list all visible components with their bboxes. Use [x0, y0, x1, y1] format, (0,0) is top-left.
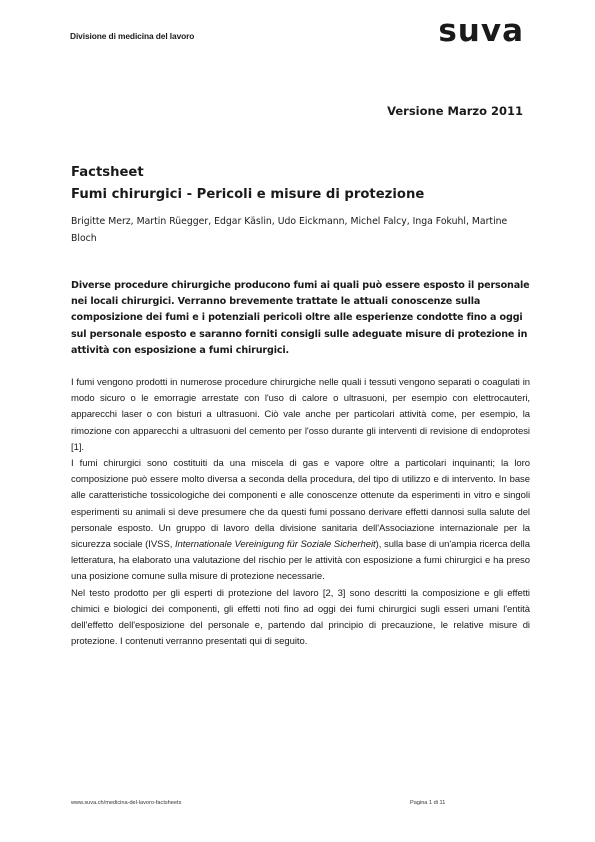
division-label: Divisione di medicina del lavoro [70, 31, 195, 41]
suva-logo: suva [438, 13, 524, 49]
footer-page-number: Pagina 1 di 11 [410, 800, 446, 806]
document-title: Fumi chirurgici - Pericoli e misure di protezione [71, 187, 425, 202]
paragraph-3: Nel testo prodotto per gli esperti di protezione del lavoro [2, 3] sono descritti la composizione e gli effetti chimici e biologici dei componenti, gli effetti noti fino ad oggi dei fumi chirurgici sugli esseri umani l'entità dell'effetto dell'esposizione del personale e, partendo dal principio di precauzione, le relative misure di protezione. I contenuti verranno presentati qui di seguito. [71, 587, 530, 648]
paragraph-2-part-b: ), sulla base di un'ampia ricerca della letteratura, ha elaborato una valutazione del rischio per le attività con esposizione a fumi chirurgici e ha preso una posizione comune sulla misure di protezione necessarie. [71, 539, 530, 583]
version-label: Versione Marzo 2011 [387, 104, 523, 118]
abstract: Diverse procedure chirurgiche producono fumi ai quali può essere esposto il personale nei locali chirurgici. Verranno brevemente trattate le attuali conoscenze sulla composizione dei fumi e i potenziali pericoli oltre alle esperienze condotte fino a oggi sul personale esposto e saranno forniti consigli sulle adeguate misure di protezione in attività con esposizione a fumi chirurgici. [71, 280, 530, 356]
footer-url[interactable]: www.suva.ch/medicina-del-lavoro-factsheets [71, 800, 182, 806]
document-type: Factsheet [71, 165, 144, 180]
paragraph-1: I fumi vengono prodotti in numerose procedure chirurgiche nelle quali i tessuti vengono separati o coagulati in modo sicuro o le emorragie arrestate con l'uso di calore o ultrasuoni, per esempio con elettrocauteri, apparecchi laser o con bisturi a ultrasuoni. Ciò vale anche per particolari attività come, per esempio, la rimozione con apparecchi a ultrasuoni del cemento per l'osso durante gli interventi di revisione di endoprotesi [1]. [71, 377, 530, 453]
paragraph-2-italic: Internationale Vereinigung für Soziale Sicherheit [174, 539, 376, 551]
paragraph-2-part-a: I fumi chirurgici sono costituiti da una miscela di gas e vapore oltre a particolari inquinanti; la loro composizione può essere molto diversa a seconda della procedura, del tipo di utilizzo e di intervento. In base alle caratteristiche tossicologiche dei componenti e alle conoscenze ottenute da esperimenti in vitro e singoli esperimenti su animali si deve presumere che da questi fumi possano derivare effetti dannosi sulla salute del personale esposto. Un gruppo di lavoro della divisione sanitaria dell'Associazione internazionale per la sicurezza sociale (IVSS, [71, 458, 530, 551]
body-text [71, 375, 530, 650]
authors: Brigitte Merz, Martin Rüegger, Edgar Käslin, Udo Eickmann, Michel Falcy, Inga Fokuhl, Martine Bloch [71, 216, 508, 244]
paragraph-2 [71, 456, 530, 586]
